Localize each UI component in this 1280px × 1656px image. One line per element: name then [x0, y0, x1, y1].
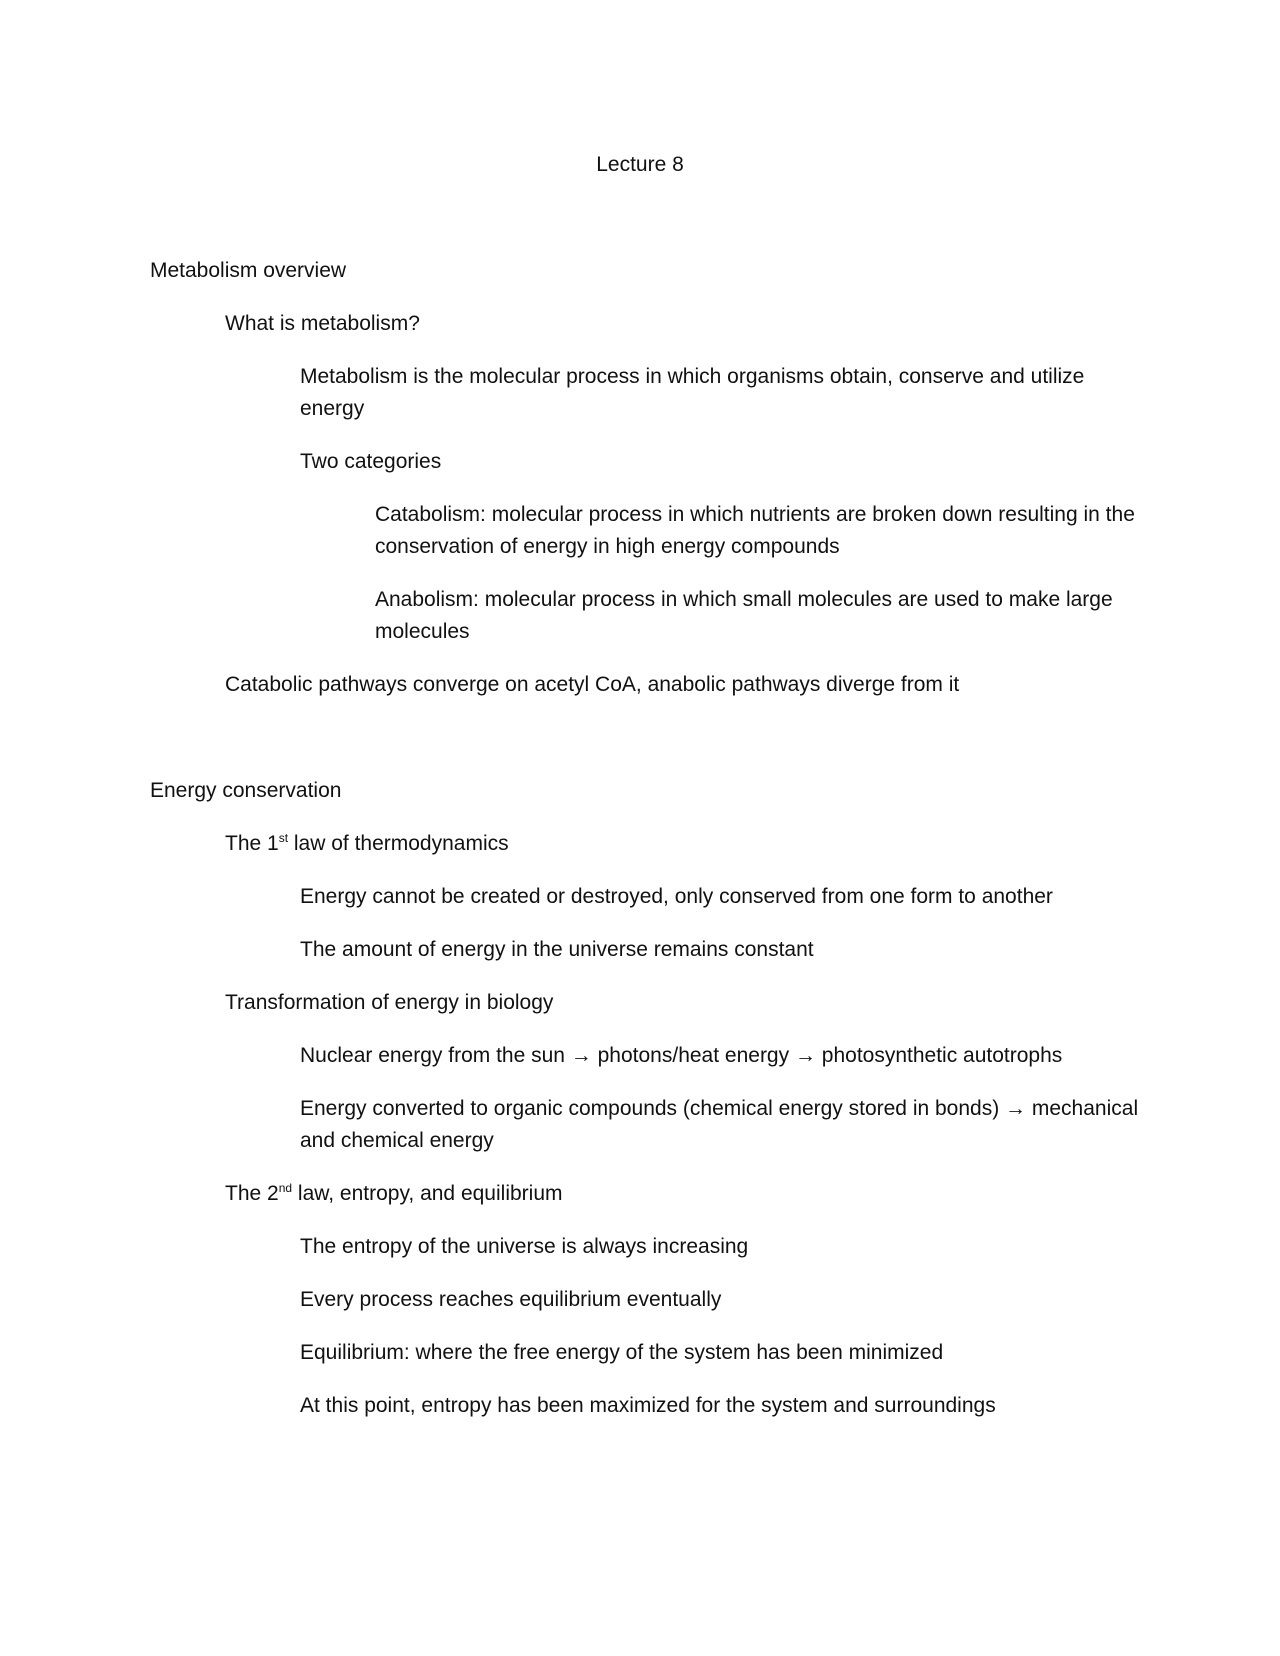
first-law-prefix: The 1 — [225, 832, 279, 855]
first-law-suffix: law of thermodynamics — [288, 832, 509, 855]
first-law-superscript: st — [278, 831, 289, 845]
subheading-what-is-metabolism: What is metabolism? — [225, 312, 420, 335]
paragraph-catabolism: Catabolism: molecular process in which nutrients are broken down resulting in the conservation of energy in high energy compounds — [375, 503, 1135, 558]
document-body — [150, 255, 1150, 1443]
second-law-suffix: law, entropy, and equilibrium — [292, 1182, 563, 1205]
paragraph-this-point: At this point, entropy has been maximized for the system and surroundings — [300, 1394, 996, 1417]
section-heading-energy-conservation: Energy conservation — [150, 779, 342, 802]
subheading-second-law — [225, 1178, 1150, 1210]
subheading-first-law — [225, 828, 1150, 860]
paragraph-metabolism-definition: Metabolism is the molecular process in which organisms obtain, conserve and utilize energy — [300, 365, 1085, 420]
paragraph-energy-converted: Energy converted to organic compounds (chemical energy stored in bonds) → mechanical and chemical energy — [300, 1097, 1139, 1152]
paragraph-nuclear-energy: Nuclear energy from the sun → photons/heat energy → photosynthetic autotrophs — [300, 1044, 1063, 1067]
section-spacer — [150, 722, 1150, 775]
paragraph-anabolism: Anabolism: molecular process in which small molecules are used to make large molecules — [375, 588, 1113, 643]
paragraph-every-process: Every process reaches equilibrium eventually — [300, 1288, 722, 1311]
paragraph-energy-cannot: Energy cannot be created or destroyed, only conserved from one form to another — [300, 885, 1053, 908]
second-law-prefix: The 2 — [225, 1182, 279, 1205]
paragraph-acetyl-coa: Catabolic pathways converge on acetyl CoA, anabolic pathways diverge from it — [225, 673, 960, 696]
paragraph-entropy: The entropy of the universe is always increasing — [300, 1235, 749, 1258]
page-title: Lecture 8 — [596, 153, 684, 176]
subheading-two-categories: Two categories — [300, 450, 442, 473]
paragraph-energy-amount: The amount of energy in the universe remains constant — [300, 938, 814, 961]
section-heading-metabolism: Metabolism overview — [150, 259, 347, 282]
second-law-superscript: nd — [278, 1181, 293, 1195]
subheading-transformation: Transformation of energy in biology — [225, 991, 554, 1014]
paragraph-equilibrium: Equilibrium: where the free energy of the system has been minimized — [300, 1341, 944, 1364]
